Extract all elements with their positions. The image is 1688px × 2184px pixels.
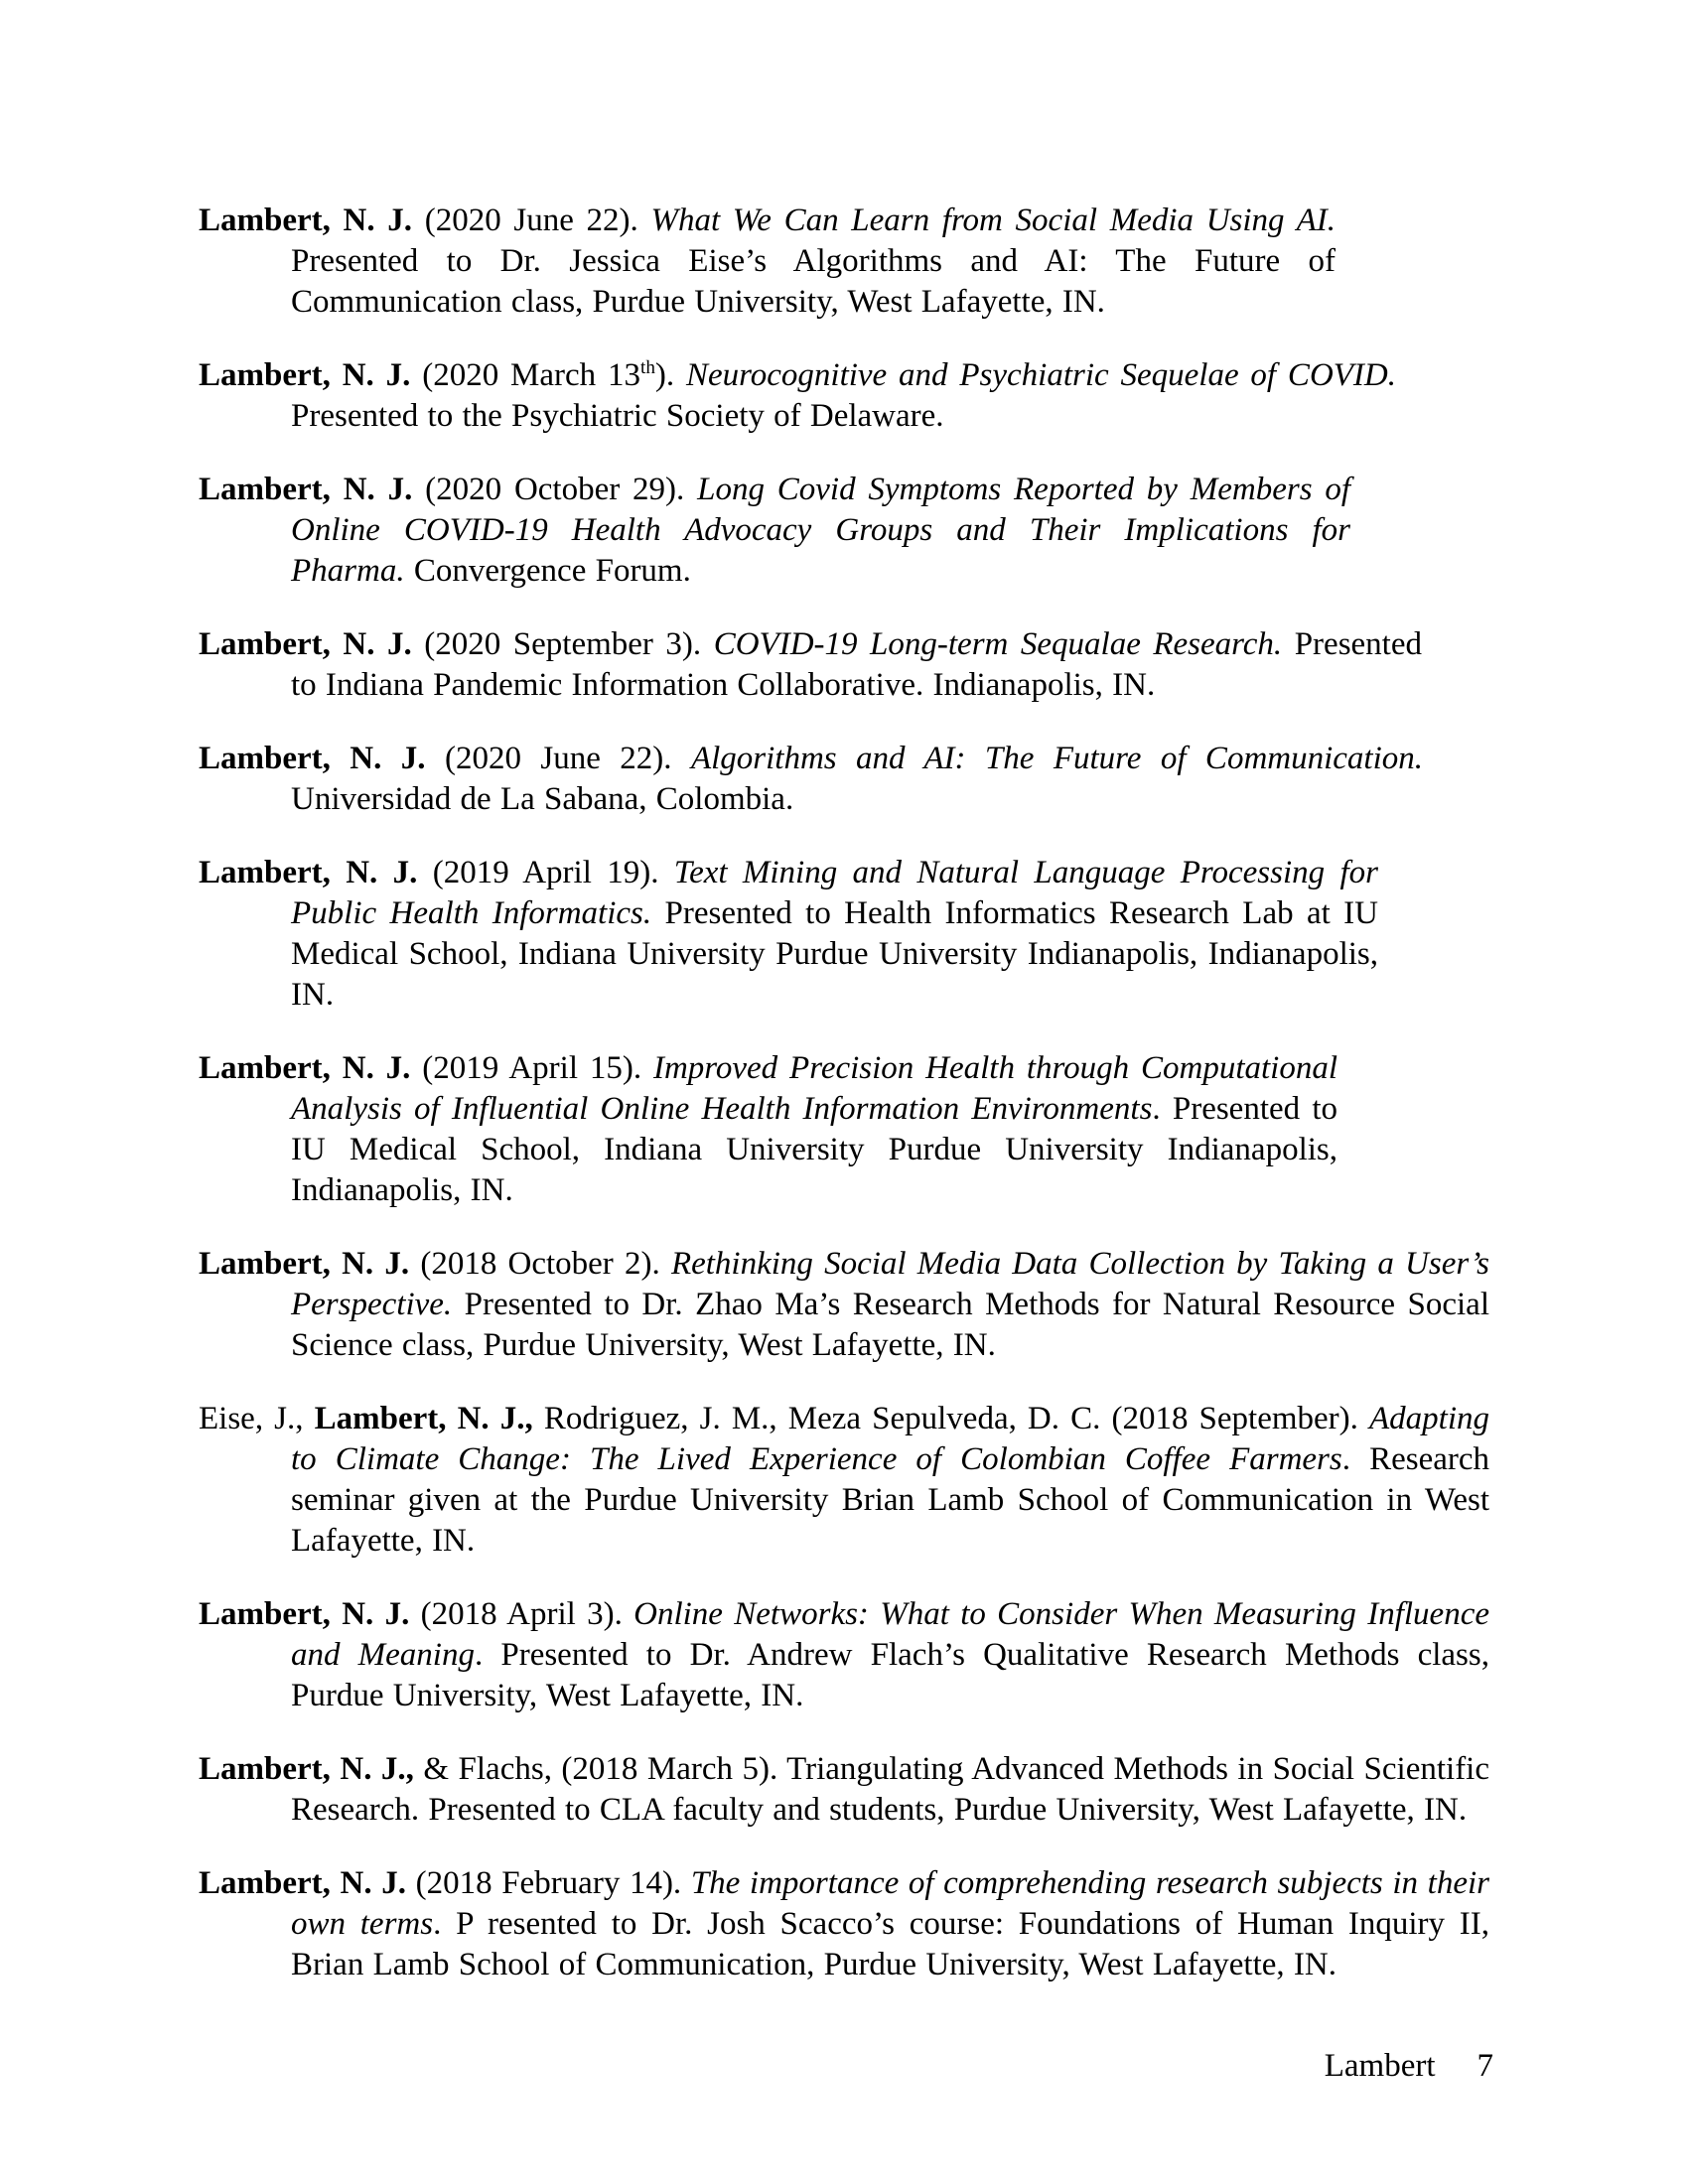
reference-entry	[199, 1594, 1489, 1716]
reference-entry	[199, 853, 1378, 1016]
reference-text: (2020 September 3).	[411, 626, 714, 662]
reference-text: (2020 June 22).	[412, 203, 651, 238]
reference-author-bold: Lambert, N. J.	[199, 1246, 410, 1282]
ordinal-superscript: th	[640, 357, 655, 378]
reference-author-bold: Lambert, N. J.	[199, 1596, 410, 1632]
reference-entry	[199, 1863, 1489, 1985]
reference-title-italic: Long Covid Symptoms Reported by Members of Online COVID-19 Health Advocacy Groups and Their Implications for Pharma.	[291, 472, 1351, 589]
reference-entry	[199, 201, 1336, 323]
reference-author-bold: Lambert, N. J.	[199, 472, 413, 507]
reference-text: . Presented to IU Medical School, Indiana University Purdue University Indianapolis, Indianapolis, IN.	[291, 1091, 1337, 1208]
reference-entry	[199, 1048, 1337, 1211]
page-footer	[1325, 2047, 1493, 2085]
reference-text: Presented to the Psychiatric Society of Delaware.	[291, 398, 944, 434]
reference-text: Presented to Health Informatics Research Lab at IU Medical School, Indiana University Purdue University Indianapolis, Indianapolis, IN.	[291, 895, 1378, 1013]
reference-text: (2020 June 22).	[425, 741, 691, 776]
reference-author-bold: Lambert, N. J.,	[199, 1751, 414, 1787]
reference-author-bold: Lambert, N. J.	[199, 741, 426, 776]
reference-text: Presented to Dr. Zhao Ma’s Research Methods for Natural Resource Social Science class, Purdue University, West Lafayette, IN.	[291, 1287, 1489, 1363]
reference-title-italic: Rethinking Social Media Data Collection by Taking a User’s Perspective.	[291, 1246, 1490, 1322]
reference-text: . Presented to Dr. Andrew Flach’s Qualitative Research Methods class, Purdue University, West Lafayette, IN.	[291, 1637, 1489, 1713]
reference-text: (2020 October 29).	[412, 472, 698, 507]
reference-text: & Flachs, (2018 March 5). Triangulating Advanced Methods in Social Scientific Research. Presented to CLA faculty and students, Purdue University, West Lafayette, IN.	[291, 1751, 1489, 1828]
reference-title-italic: Algorithms and AI: The Future of Communication.	[690, 741, 1424, 776]
reference-author-bold: Lambert, N. J.	[199, 855, 418, 890]
reference-text: ).	[654, 357, 686, 393]
reference-author-bold: Lambert, N. J.	[199, 1865, 406, 1901]
reference-text: Universidad de La Sabana, Colombia.	[291, 781, 794, 817]
reference-entry	[199, 624, 1422, 706]
reference-text: Convergence Forum.	[404, 553, 691, 589]
reference-entry	[199, 1244, 1489, 1366]
reference-title-italic: What We Can Learn from Social Media Using AI.	[650, 203, 1336, 238]
reference-entry	[199, 1399, 1489, 1562]
reference-entry	[199, 470, 1350, 592]
reference-text: . Research seminar given at the Purdue University Brian Lamb School of Communication in West Lafayette, IN.	[291, 1441, 1489, 1559]
reference-author-bold: Lambert, N. J.	[199, 357, 411, 393]
reference-title-italic: Text Mining and Natural Language Processing for Public Health Informatics.	[291, 855, 1378, 931]
footer-page-number: 7	[1477, 2048, 1493, 2084]
reference-title-italic: Improved Precision Health through Computational Analysis of Influential Online Health Information Environments	[291, 1050, 1337, 1127]
reference-title-italic: COVID-19 Long-term Sequalae Research.	[713, 626, 1283, 662]
reference-text: (2018 April 3).	[409, 1596, 634, 1632]
reference-text: (2019 April 19).	[417, 855, 674, 890]
reference-text: (2020 March 13	[410, 357, 641, 393]
reference-text: (2018 February 14).	[405, 1865, 691, 1901]
reference-author-bold: Lambert, N. J.	[199, 203, 413, 238]
references-list	[199, 201, 1489, 2018]
reference-text: (2018 October 2).	[409, 1246, 671, 1282]
reference-title-italic: Adapting to Climate Change: The Lived Experience of Colombian Coffee Farmers	[291, 1401, 1489, 1477]
reference-entry	[199, 739, 1423, 820]
reference-text: (2019 April 15).	[410, 1050, 653, 1086]
reference-author-bold: Lambert, N. J.	[199, 626, 412, 662]
footer-author: Lambert	[1324, 2048, 1436, 2084]
reference-entry	[199, 1749, 1489, 1831]
reference-text: Rodriguez, J. M., Meza Sepulveda, D. C. (2018 September).	[532, 1401, 1369, 1436]
reference-title-italic: Neurocognitive and Psychiatric Sequelae of COVID.	[685, 357, 1397, 393]
reference-author-bold: Lambert, N. J.,	[314, 1401, 533, 1436]
reference-text: . P resented to Dr. Josh Scacco’s course: Foundations of Human Inquiry II, Brian Lamb School of Communication, Purdue University, West Lafayette, IN.	[291, 1906, 1490, 1982]
reference-title-italic: Online Networks: What to Consider When Measuring Influence and Meaning	[291, 1596, 1489, 1673]
reference-text: Eise, J.,	[199, 1401, 315, 1436]
reference-title-italic: The importance of comprehending research subjects in their own terms	[291, 1865, 1490, 1942]
reference-text: Presented to Dr. Jessica Eise’s Algorithms and AI: The Future of Communication class, Purdue University, West Lafayette, IN.	[291, 243, 1336, 320]
reference-author-bold: Lambert, N. J.	[199, 1050, 411, 1086]
reference-text: Presented to Indiana Pandemic Information Collaborative. Indianapolis, IN.	[291, 626, 1423, 703]
reference-entry	[199, 355, 1396, 437]
